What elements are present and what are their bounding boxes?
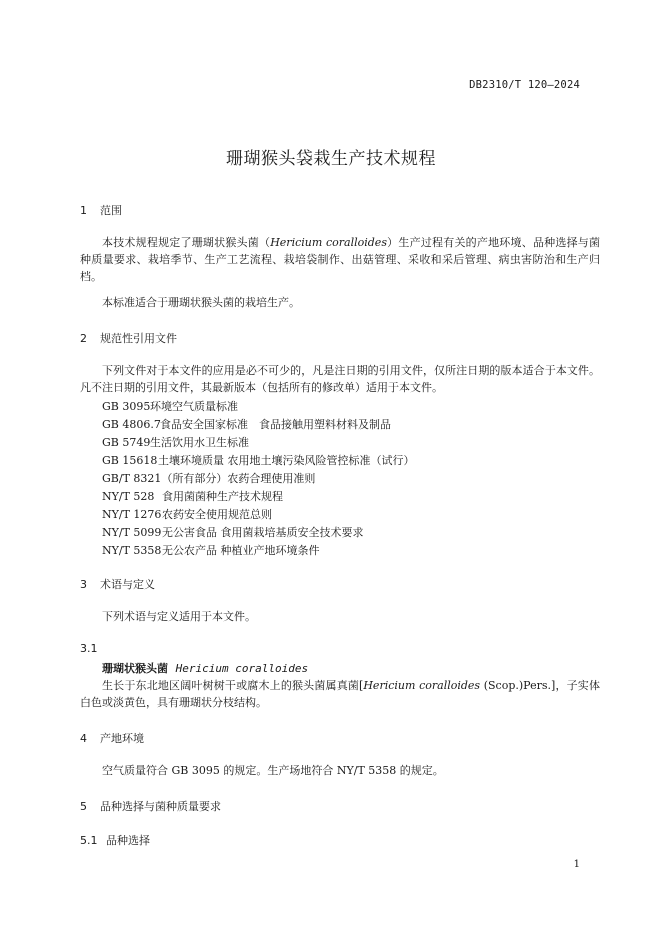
reference-code: GB/T 8321 bbox=[102, 472, 162, 485]
reference-title: 生活饮用水卫生标准 bbox=[150, 436, 249, 449]
section-title: 范围 bbox=[100, 204, 122, 217]
section-title: 品种选择与菌种质量要求 bbox=[100, 800, 221, 813]
latin-name: Hericium coralloides bbox=[270, 236, 387, 249]
section-number: 2 bbox=[80, 332, 87, 345]
section-number: 4 bbox=[80, 732, 87, 745]
section-number: 5 bbox=[80, 800, 87, 813]
section-5-heading bbox=[80, 798, 221, 814]
reference-title: 环境空气质量标准 bbox=[150, 400, 238, 413]
reference-item bbox=[102, 434, 249, 450]
reference-item bbox=[102, 398, 238, 414]
section-2-intro: 下列文件对于本文件的应用是必不可少的，凡是注日期的引用文件，仅所注日期的版本适合于本文件。凡不注日期的引用文件，其最新版本（包括所有的修改单）适用于本文件。 bbox=[80, 364, 600, 394]
section-1-heading bbox=[80, 202, 122, 218]
reference-item bbox=[102, 488, 283, 504]
reference-item bbox=[102, 416, 391, 432]
section-number: 3 bbox=[80, 578, 87, 591]
term-heading bbox=[102, 660, 308, 676]
section-3-heading bbox=[80, 576, 155, 592]
reference-code: NY/T 5099 bbox=[102, 526, 162, 539]
section-4-heading bbox=[80, 730, 144, 746]
reference-code: GB 4806.7 bbox=[102, 418, 161, 431]
reference-title: 土壤环境质量 农用地土壤污染风险管控标准（试行） bbox=[158, 454, 415, 467]
page-number: 1 bbox=[573, 859, 580, 870]
page-title: 珊瑚猴头袋栽生产技术规程 bbox=[226, 149, 436, 169]
subsection-3-1-number: 3.1 bbox=[80, 642, 98, 655]
subsection-title: 品种选择 bbox=[106, 834, 150, 847]
reference-title: （所有部分）农药合理使用准则 bbox=[161, 472, 316, 485]
section-title: 产地环境 bbox=[100, 732, 144, 745]
reference-item bbox=[102, 506, 272, 522]
term-latin: Hericium coralloides bbox=[175, 662, 309, 675]
section-1-paragraph-2: 本标准适合于珊瑚状猴头菌的栽培生产。 bbox=[102, 296, 300, 309]
section-title: 术语与定义 bbox=[100, 578, 155, 591]
reference-code: NY/T 528 bbox=[102, 490, 155, 503]
reference-code: GB 3095 bbox=[102, 400, 151, 413]
document-number: DB2310/T 120—2024 bbox=[469, 79, 580, 91]
term-chinese: 珊瑚状猴头菌 bbox=[102, 662, 168, 675]
reference-item bbox=[102, 470, 315, 486]
reference-title: 农药安全使用规范总则 bbox=[162, 508, 272, 521]
reference-title: 食用菌菌种生产技术规程 bbox=[162, 490, 283, 503]
reference-item bbox=[102, 452, 415, 468]
subsection-number: 5.1 bbox=[80, 834, 98, 847]
section-title: 规范性引用文件 bbox=[100, 332, 177, 345]
subsection-5-1-heading bbox=[80, 832, 150, 848]
section-3-intro: 下列术语与定义适用于本文件。 bbox=[102, 610, 256, 623]
section-1-paragraph-1: 本技术规程规定了珊瑚状猴头菌（Hericium coralloides）生产过程有关的产地环境、品种选择与菌种质量要求、栽培季节、生产工艺流程、栽培袋制作、出菇管理、采收和采后管理、病虫害防治和生产归档。 bbox=[80, 236, 601, 283]
reference-code: GB 5749 bbox=[102, 436, 151, 449]
reference-title: 无公害食品 食用菌栽培基质安全技术要求 bbox=[162, 526, 364, 539]
section-4-paragraph: 空气质量符合 GB 3095 的规定。生产场地符合 NY/T 5358 的规定。 bbox=[102, 764, 444, 777]
latin-name: Hericium coralloides bbox=[363, 679, 481, 692]
reference-title: 无公农产品 种植业产地环境条件 bbox=[162, 544, 320, 557]
reference-code: NY/T 1276 bbox=[102, 508, 162, 521]
reference-item bbox=[102, 542, 320, 558]
reference-code: NY/T 5358 bbox=[102, 544, 162, 557]
reference-code: GB 15618 bbox=[102, 454, 158, 467]
section-2-heading bbox=[80, 330, 177, 346]
reference-title: 食品安全国家标准 食品接触用塑料材料及制品 bbox=[160, 418, 391, 431]
term-definition: 生长于东北地区阔叶树树干或腐木上的猴头菌属真菌[Hericium coralloides (Scop.)Pers.]，子实体白色或淡黄色，具有珊瑚状分枝结构。 bbox=[80, 679, 600, 709]
reference-item bbox=[102, 524, 364, 540]
section-number: 1 bbox=[80, 204, 87, 217]
